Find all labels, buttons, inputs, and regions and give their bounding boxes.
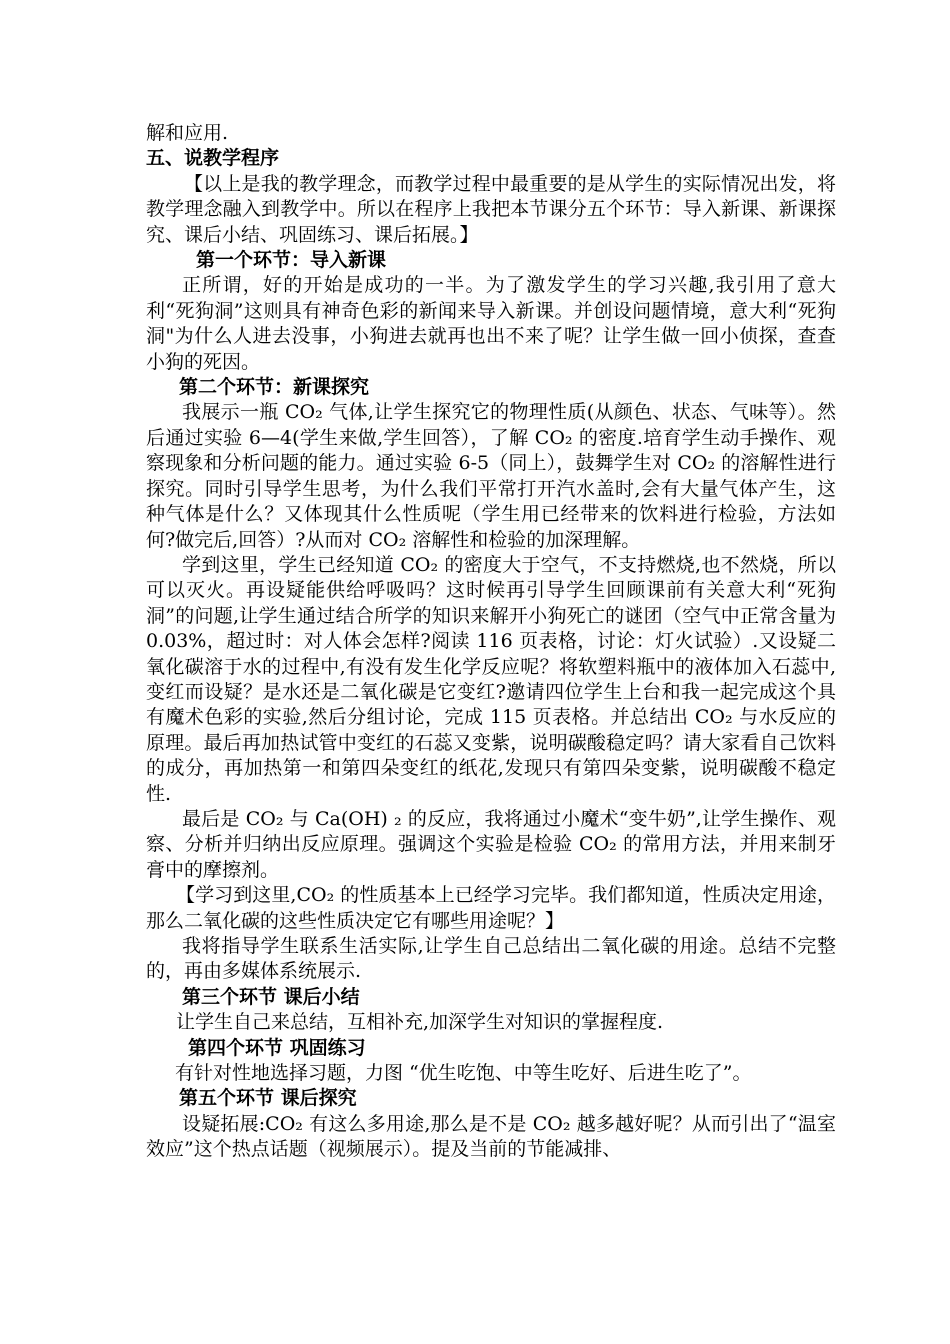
document-body	[146, 121, 836, 1163]
paragraph-intro: 【以上是我的教学理念，而教学过程中最重要的是从学生的实际情况出发，将教学理念融入到教学中。所以在程序上我把本节课分五个环节：导入新课、新课探究、课后小结、巩固练习、课后拓展。】	[146, 172, 836, 246]
heading-step-3: 第三个环节 课后小结	[182, 985, 360, 1008]
heading-step-2: 第二个环节：新课探究	[179, 376, 370, 399]
paragraph-step-2-b: 学到这里，学生已经知道 CO₂ 的密度大于空气，不支持燃烧,也不然烧，所以可以灭火。再设疑能供给呼吸吗？这时候再引导学生回顾课前有关意大利“死狗洞”的问题,让学生通过结合所学的知识来解开小狗死亡的谜团（空气中正常含量为 0.03%，超过时：对人体会怎样?阅读 116 页表格，讨论：灯火试验）.又设疑二氧化碳溶于水的过程中,有没有发生化学反应呢？将软塑料瓶中的液体加入石蕊中,变红而设疑？是水还是二氧化碳是它变红?邀请四位学生上台和我一起完成这个具有魔术色彩的实验,然后分组讨论，完成 115 页表格。并总结出 CO₂ 与水反应的原理。最后再加热试管中变红的石蕊又变紫，说明碳酸稳定吗？请大家看自己饮料的成分，再加热第一和第四朵变红的纸花,发现只有第四朵变紫，说明碳酸不稳定性.	[146, 553, 836, 805]
paragraph-step-2-d: 我将指导学生联系生活实际,让学生自己总结出二氧化碳的用途。总结不完整的，再由多媒体系统展示.	[146, 935, 836, 983]
paragraph-step-4: 有针对性地选择习题，力图 “优生吃饱、中等生吃好、后进生吃了”。	[175, 1062, 752, 1085]
paragraph-step-1: 正所谓，好的开始是成功的一半。为了激发学生的学习兴趣,我引用了意大利“死狗洞”这则具有神奇色彩的新闻来导入新课。并创设问题情境，意大利“死狗洞"为什么人进去没事，小狗进去就再也出不来了呢？让学生做一回小侦探，查查小狗的死因。	[146, 274, 836, 373]
paragraph-continuation: 解和应用.	[146, 122, 229, 144]
paragraph-step-2-bracket: 【学习到这里,CO₂ 的性质基本上已经学习完毕。我们都知道，性质决定用途，那么二氧化碳的这些性质决定它有哪些用途呢？】	[146, 884, 836, 932]
paragraph-step-2-c: 最后是 CO₂ 与 Ca(OH) ₂ 的反应，我将通过小魔术“变牛奶”,让学生操作、观察、分析并归纳出反应原理。强调这个实验是检验 CO₂ 的常用方法，并用来制牙膏中的摩擦剂。	[146, 807, 836, 881]
heading-step-4: 第四个环节 巩固练习	[188, 1036, 366, 1059]
paragraph-step-3: 让学生自己来总结，互相补充,加深学生对知识的掌握程度.	[176, 1011, 664, 1034]
section-heading-teaching-procedure: 五、说教学程序	[146, 147, 280, 170]
paragraph-step-2-a: 我展示一瓶 CO₂ 气体,让学生探究它的物理性质(从颜色、状态、气味等）。然后通过实验 6—4(学生来做,学生回答），了解 CO₂ 的密度.培育学生动手操作、观察现象和分析问题的能力。通过实验 6-5（同上），鼓舞学生对 CO₂ 的溶解性进行探究。同时引导学生思考，为什么我们平常打开汽水盖时,会有大量气体产生，这种气体是什么？又体现其什么性质呢（学生用已经带来的饮料进行检验，方法如何?做完后,回答）?从而对 CO₂ 溶解性和检验的加深理解。	[146, 401, 836, 551]
heading-step-1: 第一个环节：导入新课	[196, 249, 387, 272]
paragraph-step-5: 设疑拓展:CO₂ 有这么多用途,那么是不是 CO₂ 越多越好呢？从而引出了“温室效应”这个热点话题（视频展示）。提及当前的节能减排、	[146, 1112, 836, 1161]
heading-step-5: 第五个环节 课后探究	[179, 1087, 357, 1110]
